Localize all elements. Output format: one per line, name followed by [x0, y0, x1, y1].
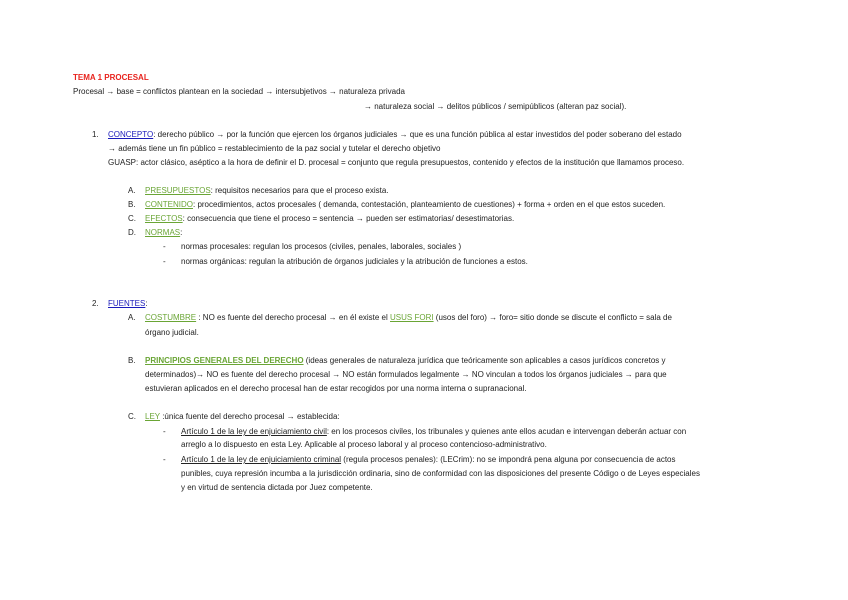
list-item-letter: C. — [128, 412, 136, 421]
bullet-dash: - — [163, 242, 166, 251]
item-continuation: estuvieran aplicados en el derecho procesal han de estar recogidos por una norma interna o supranacional. — [145, 384, 527, 393]
article-lecrim: Artículo 1 de la ley de enjuiciamiento criminal — [181, 455, 342, 464]
item-continuation: determinados)→ NO es fuente del derecho procesal → NO están formulados legalmente → NO vinculan a todos los órganos judiciales → para que — [145, 370, 667, 379]
list-item-costumbre — [145, 314, 672, 322]
article-lec: Artículo 1 de la ley de enjuiciamiento civil — [181, 427, 327, 436]
bullet-text: normas orgánicas: regulan la atribución de órganos judiciales y la atribución de funciones a estos. — [181, 257, 528, 266]
bullet-text: : en los procesos civiles, los tribunales y quienes ante ellos acudan e intervengan deberán actuar con — [326, 427, 687, 436]
list-item-presupuestos — [145, 187, 389, 195]
item-continuation: órgano judicial. — [145, 328, 199, 337]
bullet-text: (regula procesos penales): (LECrim): no se impondrá pena alguna por consecuencia de actos — [341, 455, 676, 464]
item-text: : NO es fuente del derecho procesal → en él existe el — [196, 313, 391, 322]
heading-suffix: : — [145, 299, 148, 308]
document-title: TEMA 1 PROCESAL — [73, 73, 149, 82]
term-normas: NORMAS — [145, 228, 181, 237]
section-number: 2. — [92, 299, 99, 308]
term-costumbre: COSTUMBRE — [145, 313, 197, 322]
list-item-letter: D. — [128, 228, 136, 237]
body-line: → además tiene un fin público = restablecimiento de la paz social y tutelar el derecho objetivo — [108, 144, 441, 153]
item-text: : — [180, 228, 183, 237]
term-efectos: EFECTOS — [145, 214, 183, 223]
item-text: :única fuente del derecho procesal → establecida: — [159, 412, 340, 421]
item-text: (usos del foro) → foro= sitio donde se discute el conflicto = sala de — [433, 313, 672, 322]
bullet-continuation: y en virtud de sentencia dictada por Juez competente. — [181, 483, 373, 492]
bullet-dash: - — [163, 427, 166, 436]
term-contenido: CONTENIDO — [145, 200, 193, 209]
list-item-ley — [145, 413, 340, 421]
term-ley: LEY — [145, 412, 160, 421]
list-item-normas — [145, 229, 182, 237]
list-item-efectos — [145, 215, 514, 223]
intro-line: → naturaleza social → delitos públicos / semipúblicos (alteran paz social). — [364, 102, 627, 111]
bullet-text: normas procesales: regulan los procesos (civiles, penales, laborales, sociales ) — [181, 242, 462, 251]
section-number: 1. — [92, 130, 99, 139]
bullet-dash: - — [163, 257, 166, 266]
term-usus-fori: USUS FORI — [390, 313, 434, 322]
list-item-letter: A. — [128, 313, 136, 322]
bullet-continuation: punibles, cuya represión incumba a la jurisdicción ordinaria, sino de conformidad con las disposiciones del presente Código o de Leyes especiales — [181, 469, 700, 478]
list-item-letter: C. — [128, 214, 136, 223]
body-text: : derecho público → por la función que ejercen los órganos judiciales → que es una función pública al estar investidos del poder soberano del estado — [153, 130, 682, 139]
item-text: : consecuencia que tiene el proceso = sentencia → pueden ser estimatorias/ desestimatorias. — [182, 214, 515, 223]
bullet-continuation: arreglo a lo dispuesto en esta Ley. Aplicable al proceso laboral y al proceso contencioso-administrativo. — [181, 440, 547, 449]
bullet-dash: - — [163, 455, 166, 464]
intro-line: Procesal → base = conflictos plantean en la sociedad → intersubjetivos → naturaleza privada — [73, 87, 405, 96]
section-heading-concepto: CONCEPTO — [108, 130, 154, 139]
term-presupuestos: PRESUPUESTOS — [145, 186, 211, 195]
item-text: : procedimientos, actos procesales ( demanda, contestación, planteamiento de cuestiones) + forma + orden en el que estos suceden. — [193, 200, 666, 209]
section-concepto-line — [108, 131, 682, 139]
bullet-lec — [181, 428, 686, 436]
list-item-principios — [145, 357, 666, 365]
body-line: GUASP: actor clásico, aséptico a la hora de definir el D. procesal = conjunto que regula presupuestos, contenido y efectos de la institución que llamamos proceso. — [108, 158, 685, 167]
list-item-letter: A. — [128, 186, 136, 195]
list-item-letter: B. — [128, 200, 136, 209]
bullet-lecrim — [181, 456, 676, 464]
term-principios-generales: PRINCIPIOS GENERALES DEL DERECHO — [145, 356, 304, 365]
list-item-letter: B. — [128, 356, 136, 365]
item-text: (ideas generales de naturaleza jurídica que teóricamente son aplicables a casos jurídicos concretos y — [303, 356, 666, 365]
section-heading-fuentes: FUENTES — [108, 299, 146, 308]
list-item-contenido — [145, 201, 665, 209]
item-text: : requisitos necesarios para que el proceso exista. — [210, 186, 389, 195]
section-fuentes-line — [108, 300, 148, 308]
